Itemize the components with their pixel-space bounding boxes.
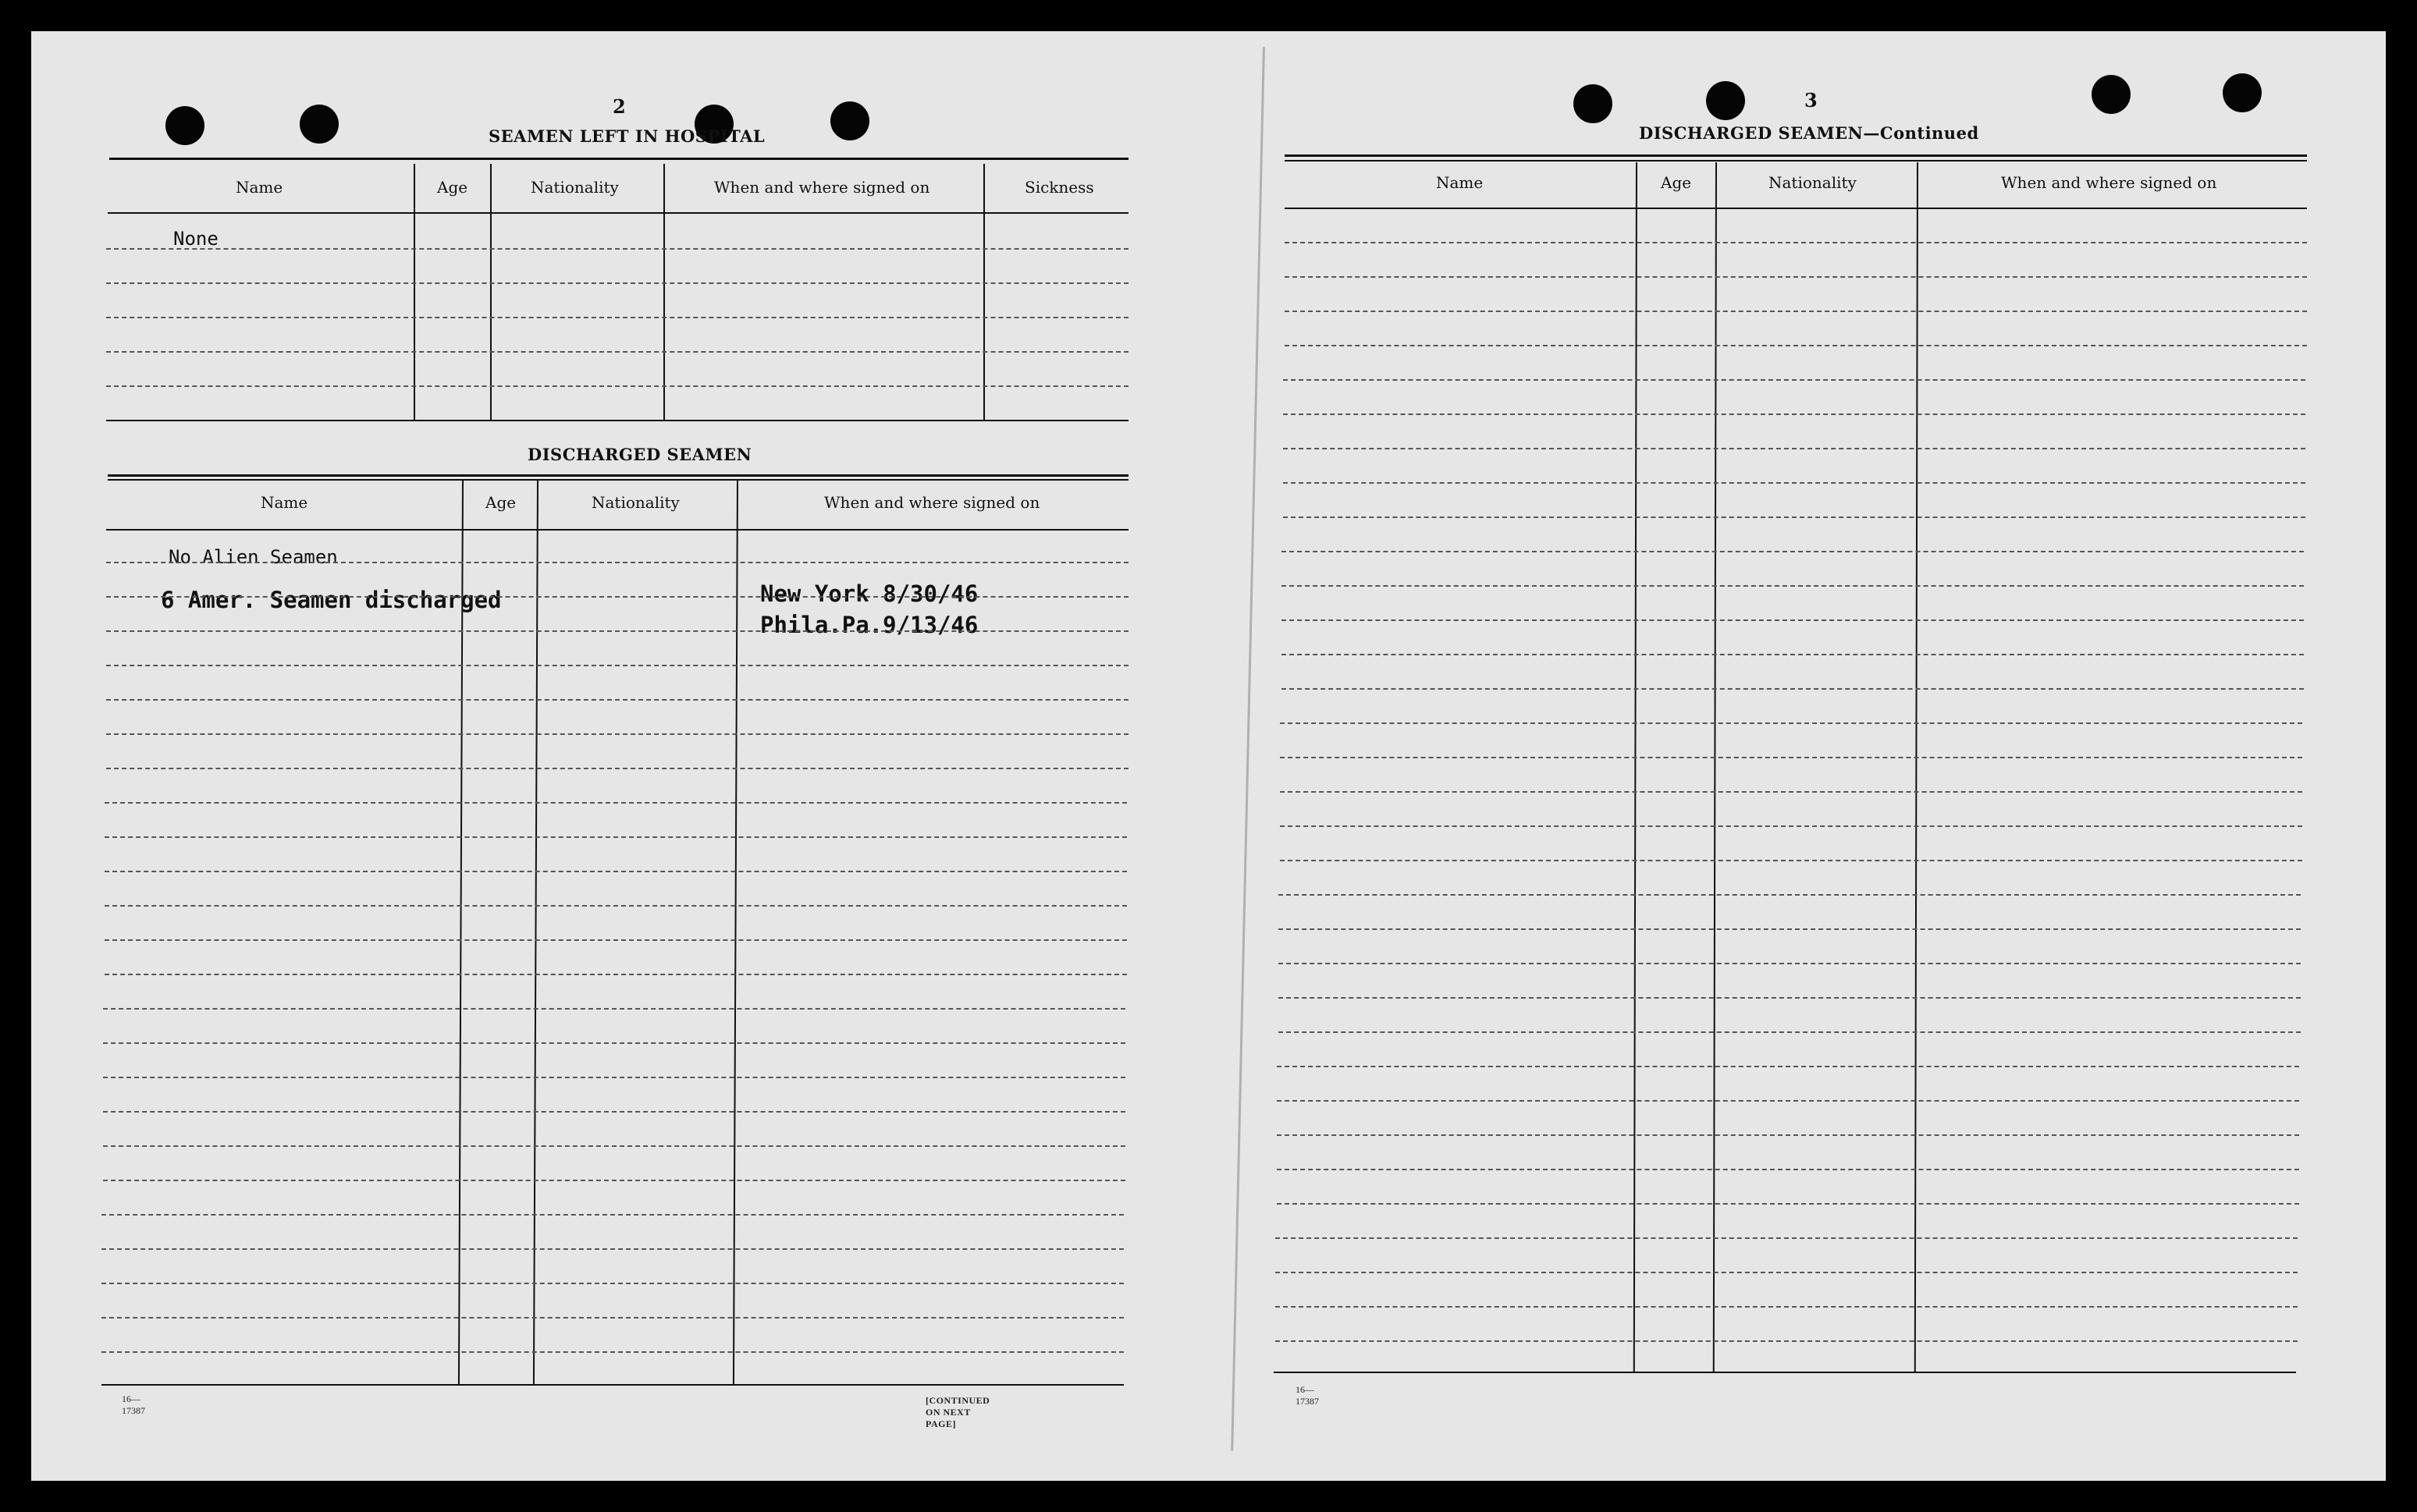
right-section-title: DISCHARGED SEAMEN—Continued <box>1639 123 1979 143</box>
table-row-line <box>1285 276 2307 278</box>
column-header-sickness: Sickness <box>1025 178 1094 197</box>
table-row-line <box>101 1351 1124 1353</box>
table-row-line <box>1281 585 2304 587</box>
table-row-line <box>1277 1134 2299 1136</box>
table-row-line <box>101 1214 1124 1216</box>
table-row-line <box>1277 1169 2299 1170</box>
punch-hole <box>1706 81 1745 120</box>
column-header-nationality: Nationality <box>1768 173 1857 192</box>
table-row-line <box>1275 1306 2298 1308</box>
column-divider <box>414 164 415 421</box>
table-row-line <box>1277 1066 2299 1067</box>
table-row-line <box>105 974 1127 975</box>
table-row-line <box>1283 413 2305 415</box>
table-row-line <box>106 699 1129 701</box>
hospital-section-title: SEAMEN LEFT IN HOSPITAL <box>489 126 766 146</box>
punch-hole <box>2223 73 2262 112</box>
form-number: 16—17387 <box>122 1393 145 1416</box>
table-row-line <box>103 1008 1125 1010</box>
table-row-line <box>106 768 1129 769</box>
table-row-line <box>1280 722 2302 724</box>
table-row-line <box>103 1180 1125 1181</box>
column-header-signed-on: When and where signed on <box>2001 173 2217 192</box>
table-row-line <box>1281 688 2304 690</box>
table-row-line <box>1280 860 2302 861</box>
table-row-line <box>1285 311 2307 312</box>
header-rule <box>108 479 1129 481</box>
discharged-row-signed-on: Phila.Pa.9/13/46 <box>760 612 979 638</box>
column-header-name: Name <box>1436 173 1484 192</box>
table-rule <box>106 529 1129 531</box>
table-bottom-rule <box>106 420 1129 421</box>
table-row-line <box>1280 757 2302 758</box>
table-row-line <box>1280 791 2302 793</box>
table-row-line <box>103 1111 1125 1113</box>
form-number: 16—17387 <box>1296 1384 1319 1407</box>
table-row-line <box>106 596 1129 598</box>
table-row-line <box>1283 482 2305 484</box>
page-number: 3 <box>1804 89 1818 112</box>
punch-hole <box>165 106 204 145</box>
column-header-signed-on: When and where signed on <box>714 178 930 197</box>
column-header-signed-on: When and where signed on <box>824 493 1040 512</box>
table-row-line <box>1285 345 2307 346</box>
continued-note: [CONTINUED ON NEXT PAGE] <box>926 1395 990 1429</box>
table-row-line <box>105 905 1127 907</box>
table-row-line <box>106 351 1129 353</box>
table-row-line <box>1280 825 2302 827</box>
table-row-line <box>1285 242 2307 243</box>
punch-hole <box>830 101 869 140</box>
table-row-line <box>103 1042 1125 1044</box>
table-row-line <box>1275 1272 2298 1273</box>
punch-hole <box>2092 75 2131 114</box>
column-divider <box>983 164 985 421</box>
table-row-line <box>101 1283 1124 1284</box>
table-row-line <box>105 802 1127 804</box>
table-row-line <box>1278 1031 2301 1033</box>
table-row-line <box>105 939 1127 941</box>
table-row-line <box>1278 997 2301 999</box>
table-row-line <box>1283 379 2305 381</box>
table-row-line <box>1281 619 2304 621</box>
discharged-row-name: No Alien Seamen <box>169 546 338 568</box>
table-row-line <box>106 733 1129 735</box>
column-header-age: Age <box>1661 173 1692 192</box>
table-row-line <box>101 1317 1124 1319</box>
table-row-line <box>1275 1340 2298 1342</box>
table-row-line <box>1278 894 2301 896</box>
discharged-section-title: DISCHARGED SEAMEN <box>528 445 752 464</box>
punch-hole <box>1573 84 1612 123</box>
table-bottom-rule <box>1274 1372 2296 1373</box>
table-bottom-rule <box>101 1384 1124 1386</box>
hospital-entry: None <box>173 228 219 250</box>
column-header-age: Age <box>485 493 517 512</box>
header-rule <box>1285 154 2307 157</box>
table-rule <box>108 212 1129 214</box>
column-divider <box>490 164 492 421</box>
table-row-line <box>106 562 1129 563</box>
page-number: 2 <box>613 95 626 118</box>
table-row-line <box>1277 1100 2299 1102</box>
header-rule <box>109 158 1129 160</box>
discharged-row-name: 6 Amer. Seamen discharged <box>161 587 502 613</box>
column-header-nationality: Nationality <box>531 178 619 197</box>
table-row-line <box>1278 963 2301 964</box>
table-row-line <box>1275 1237 2298 1239</box>
table-row-line <box>105 871 1127 872</box>
column-header-age: Age <box>437 178 468 197</box>
table-row-line <box>101 1248 1124 1250</box>
table-row-line <box>103 1077 1125 1078</box>
header-rule <box>108 474 1129 477</box>
header-rule <box>1285 160 2307 161</box>
table-row-line <box>106 317 1129 318</box>
discharged-row-signed-on: New York 8/30/46 <box>760 580 979 607</box>
table-rule <box>1285 208 2307 209</box>
table-row-line <box>1277 1203 2299 1205</box>
table-row-line <box>105 836 1127 838</box>
table-row-line <box>106 248 1129 250</box>
punch-hole <box>300 105 339 144</box>
table-row-line <box>1283 516 2305 518</box>
table-row-line <box>106 282 1129 284</box>
table-row-line <box>1281 551 2304 552</box>
column-header-nationality: Nationality <box>592 493 680 512</box>
table-row-line <box>1283 448 2305 449</box>
column-header-name: Name <box>261 493 308 512</box>
column-header-name: Name <box>236 178 283 197</box>
column-divider <box>663 164 665 421</box>
table-row-line <box>1281 654 2304 655</box>
table-row-line <box>106 385 1129 387</box>
table-row-line <box>1278 928 2301 930</box>
table-row-line <box>106 630 1129 632</box>
table-row-line <box>106 665 1129 666</box>
table-row-line <box>103 1145 1125 1147</box>
